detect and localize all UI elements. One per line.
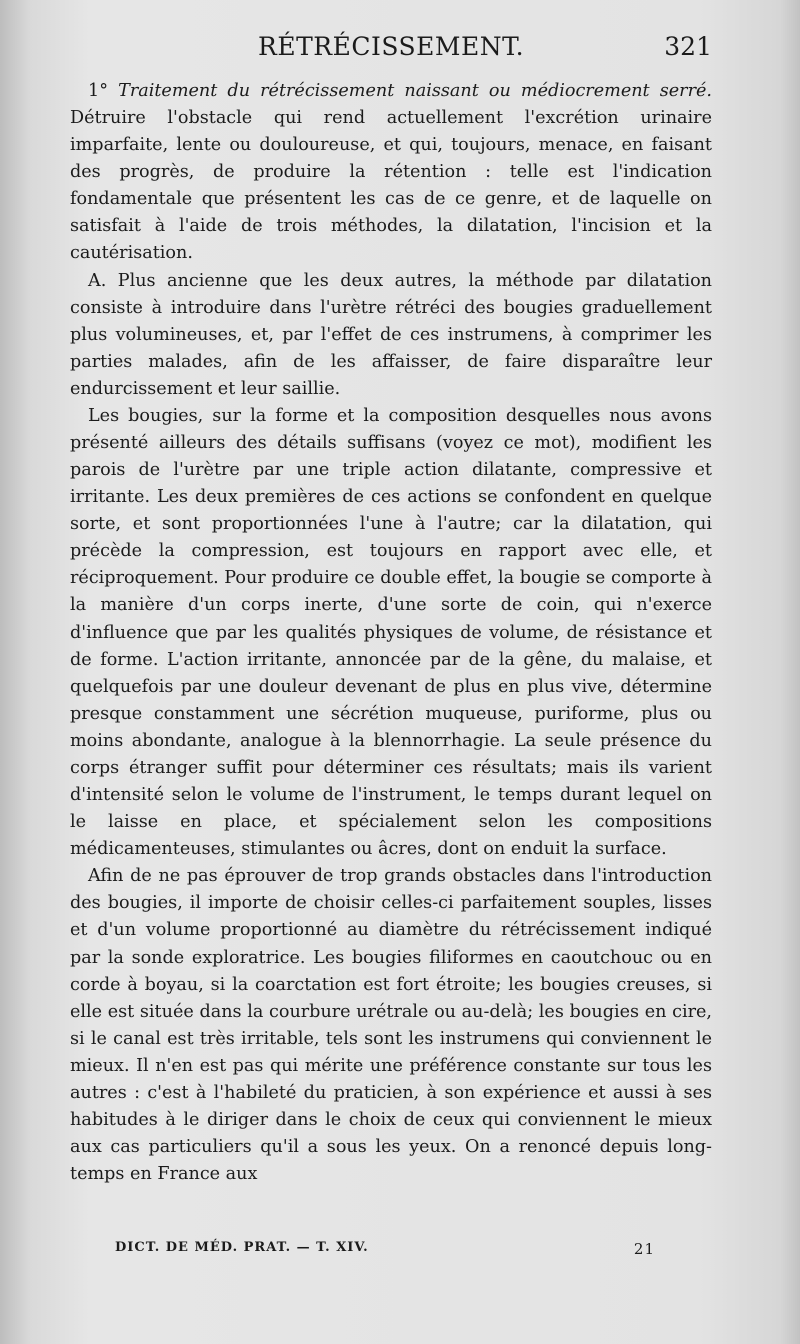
running-title: RÉTRÉCISSEMENT. (258, 32, 525, 61)
footer-citation: DICT. DE MÉD. PRAT. — T. XIV. (115, 1240, 369, 1255)
page-number: 321 (664, 32, 712, 61)
paragraph-4: Afin de ne pas éprouver de trop grands obstacles dans l'introduction des bougies, il importe de choisir celles-ci parfaitement souples, lisses et d'un volume proportionné au diamètre du rétrécissement indiqué par la sonde exploratrice. Les bougies filiformes en caoutchouc ou en corde à boyau, si la coarctation est fort étroite; les bougies creuses, si elle est située dans la courbure urétrale ou au-delà; les bougies en cire, si le canal est très irritable, tels sont les instrumens qui conviennent le mieux. Il n'en est pas qui mérite une préférence constante sur tous les autres : c'est à l'habileté du praticien, à son expérience et aussi à ses habitudes à le diriger dans le choix de ceux qui conviennent le mieux aux cas particuliers qu'il a sous les yeux. On a renoncé depuis long-temps en France aux (70, 866, 712, 1185)
paragraph-1 (70, 78, 712, 268)
signature-mark: 21 (633, 1240, 655, 1258)
page-header (70, 32, 712, 68)
section-number: 1° (88, 81, 119, 101)
paragraph-3: Les bougies, sur la forme et la composition desquelles nous avons présenté ailleurs des détails suffisans (voyez ce mot), modifient les parois de l'urètre par une triple action dilatante, compressive et irritante. Les deux premières de ces actions se confondent en quelque sorte, et sont proportionnées l'une à l'autre; car la dilatation, qui précède la compression, est toujours en rapport avec elle, et réciproquement. Pour produire ce double effet, la bougie se comporte à la manière d'un corps inerte, d'une sorte de coin, qui n'exerce d'influence que par les qualités physiques de volume, de résistance et de forme. L'action irritante, annoncée par de la gêne, du malaise, et quelquefois par une douleur devenant de plus en plus vive, détermine presque constamment une sécrétion muqueuse, puriforme, plus ou moins abondante, analogue à la blennorrhagie. La seule présence du corps étranger suffit pour déterminer ces résultats; mais ils varient d'intensité selon le volume de l'instrument, le temps durant lequel on le laisse en place, et spécialement selon les compositions médicamenteuses, stimulantes ou âcres, dont on enduit la surface. (70, 405, 712, 860)
paragraph-2: A. Plus ancienne que les deux autres, la méthode par dilatation consiste à introduire dans l'urètre rétréci des bougies graduellement plus volumineuses, et, par l'effet de ces instrumens, à comprimer les parties malades, afin de les affaisser, de faire disparaître leur endurcissement et leur saillie. (70, 270, 712, 399)
paragraph-1-text: Détruire l'obstacle qui rend actuellement l'excrétion urinaire imparfaite, lente ou douloureuse, et qui, toujours, menace, en faisant des progrès, de produire la rétention : telle est l'indication fondamentale que présentent les cas de ce genre, et de laquelle on satisfait à l'aide de trois méthodes, la dilatation, l'incision et la cautérisation. (70, 108, 712, 264)
body-text (70, 78, 712, 1188)
section-heading: Traitement du rétrécissement naissant ou médiocrement serré. (118, 81, 712, 101)
page-footer (115, 1240, 655, 1264)
